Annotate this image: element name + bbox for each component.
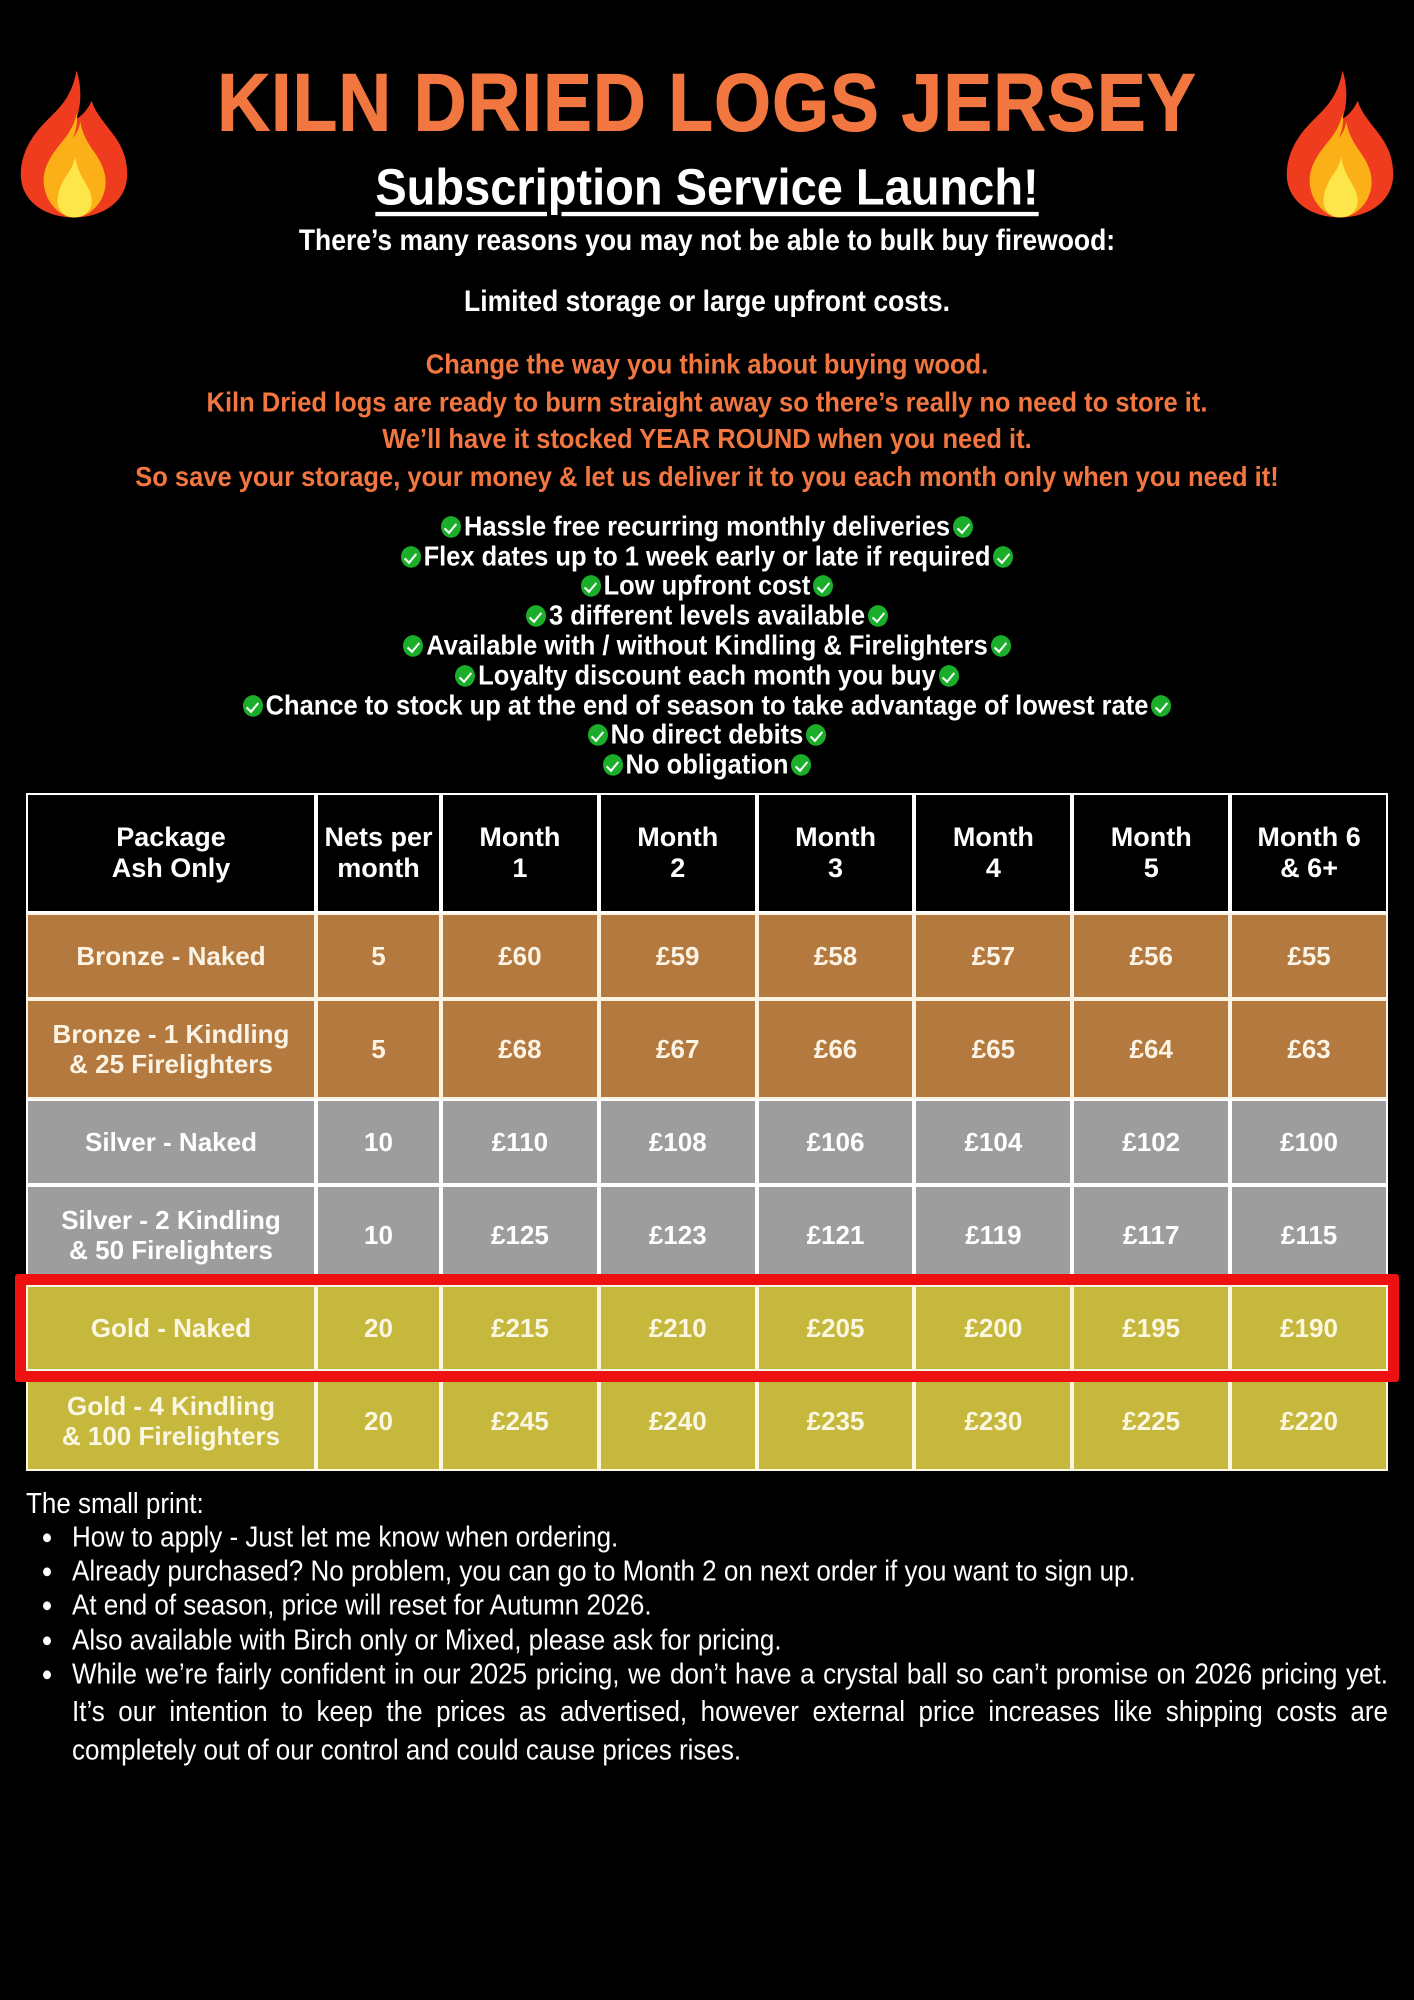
intro-orange-block [0, 346, 1414, 496]
table-head [26, 793, 1388, 913]
feature-item [0, 541, 1414, 573]
cell-price-month-1: £60 [441, 913, 599, 999]
small-print-list [66, 1518, 1388, 1766]
feature-label: 3 different levels available [548, 600, 866, 632]
feature-item [0, 661, 1414, 693]
cell-price-month-1: £245 [441, 1371, 599, 1471]
column-header-month-4: Month 4 [914, 793, 1072, 913]
cell-nets-per-month: 5 [316, 999, 441, 1099]
feature-label: Chance to stock up at the end of season to take advantage of lowest rate [265, 690, 1149, 721]
package-name-line: Bronze - 1 Kindling [52, 1018, 290, 1049]
package-name-line: & 50 Firelighters [69, 1235, 273, 1266]
check-icon [455, 665, 475, 687]
page-title: KILN DRIED LOGS JERSEY [217, 57, 1197, 149]
package-name-line: Silver - 2 Kindling [61, 1204, 281, 1235]
check-icon [991, 635, 1011, 657]
check-icon [243, 695, 263, 717]
cell-price-month-2: £67 [599, 999, 757, 1099]
check-icon [953, 516, 973, 538]
poster-header [0, 0, 1414, 216]
check-icon [806, 725, 826, 747]
table-row [26, 999, 1388, 1099]
cell-price-month-4: £230 [914, 1371, 1072, 1471]
column-header-month-1: Month 1 [441, 793, 599, 913]
feature-label: Available with / without Kindling & Firelighters [426, 630, 988, 662]
feature-item [0, 750, 1414, 782]
check-icon [603, 754, 623, 776]
cell-price-month-5: £195 [1072, 1285, 1230, 1371]
small-print-item: • Already purchased? No problem, you can go to Month 2 on next order if you want to sign up. [66, 1552, 1388, 1590]
cell-price-month-1: £125 [441, 1185, 599, 1285]
check-icon [401, 546, 421, 568]
cell-price-month-2: £240 [599, 1371, 757, 1471]
feature-item [0, 571, 1414, 603]
feature-label: Hassle free recurring monthly deliveries [463, 511, 951, 542]
intro-orange-line: Kiln Dried logs are ready to burn straight away so there’s really no need to store it. [206, 387, 1208, 418]
cell-package-name [26, 1371, 316, 1471]
package-name-line: Gold - Naked [90, 1313, 252, 1344]
cell-price-month-3: £66 [757, 999, 915, 1099]
feature-item [0, 631, 1414, 663]
table-body [26, 913, 1388, 1471]
cell-price-month-1: £215 [441, 1285, 599, 1371]
cell-price-month-6: £100 [1230, 1099, 1388, 1185]
package-name-line: & 100 Firelighters [61, 1421, 281, 1452]
check-icon [581, 575, 601, 597]
cell-price-month-2: £210 [599, 1285, 757, 1371]
column-header-month-3: Month 3 [757, 793, 915, 913]
feature-label: Flex dates up to 1 week early or late if required [423, 541, 991, 572]
column-header-month-6: Month 6 & 6+ [1230, 793, 1388, 913]
page-subtitle: Subscription Service Launch! [375, 157, 1039, 216]
cell-price-month-4: £65 [914, 999, 1072, 1099]
cell-price-month-5: £102 [1072, 1099, 1230, 1185]
feature-item [0, 511, 1414, 543]
cell-price-month-6: £220 [1230, 1371, 1388, 1471]
intro-orange-line: We’ll have it stocked YEAR ROUND when you need it. [382, 424, 1032, 455]
cell-price-month-3: £235 [757, 1371, 915, 1471]
cell-price-month-2: £108 [599, 1099, 757, 1185]
cell-price-month-5: £56 [1072, 913, 1230, 999]
feature-item [0, 601, 1414, 633]
cell-nets-per-month: 5 [316, 913, 441, 999]
small-print-item: • While we’re fairly confident in our 2025 pricing, we don’t have a crystal ball so can’t promise on 2026 pricing yet. It’s our intention to keep the prices as advertised, however external price increases like shipping costs are completely out of our control and could cause prices rises. [66, 1655, 1388, 1768]
cell-price-month-6: £190 [1230, 1285, 1388, 1371]
table-row [26, 913, 1388, 999]
cell-nets-per-month: 10 [316, 1099, 441, 1185]
cell-price-month-4: £104 [914, 1099, 1072, 1185]
intro-block [0, 223, 1414, 493]
cell-price-month-4: £200 [914, 1285, 1072, 1371]
table-row [26, 1185, 1388, 1285]
intro-line-2: Limited storage or large upfront costs. [464, 283, 950, 317]
cell-price-month-2: £59 [599, 913, 757, 999]
package-name-line: Gold - 4 Kindling [67, 1390, 275, 1421]
cell-price-month-4: £57 [914, 913, 1072, 999]
intro-orange-line: Change the way you think about buying wood. [425, 349, 989, 380]
cell-nets-per-month: 20 [316, 1285, 441, 1371]
package-name-line: Silver - Naked [85, 1127, 257, 1158]
cell-price-month-2: £123 [599, 1185, 757, 1285]
pricing-table-wrapper [26, 793, 1388, 1471]
check-icon [993, 546, 1013, 568]
features-list [0, 513, 1414, 781]
feature-item [0, 720, 1414, 752]
check-icon [791, 754, 811, 776]
small-print-section [26, 1486, 1388, 1766]
column-header-month-2: Month 2 [599, 793, 757, 913]
table-row [26, 1099, 1388, 1185]
table-row [26, 1285, 1388, 1371]
check-icon [813, 575, 833, 597]
cell-package-name [26, 1285, 316, 1371]
table-row [26, 1371, 1388, 1471]
feature-label: Loyalty discount each month you buy [478, 660, 936, 691]
column-header-nets: Nets per month [316, 793, 441, 913]
cell-price-month-1: £68 [441, 999, 599, 1099]
cell-price-month-5: £117 [1072, 1185, 1230, 1285]
cell-price-month-5: £225 [1072, 1371, 1230, 1471]
cell-price-month-3: £205 [757, 1285, 915, 1371]
intro-line-1: There’s many reasons you may not be able to bulk buy firewood: [298, 223, 1116, 257]
feature-label: Low upfront cost [603, 571, 811, 602]
check-icon [441, 516, 461, 538]
package-name-line: & 25 Firelighters [69, 1049, 273, 1080]
cell-package-name [26, 1099, 316, 1185]
cell-price-month-6: £63 [1230, 999, 1388, 1099]
cell-price-month-4: £119 [914, 1185, 1072, 1285]
cell-nets-per-month: 10 [316, 1185, 441, 1285]
cell-price-month-6: £55 [1230, 913, 1388, 999]
check-icon [868, 605, 888, 627]
cell-nets-per-month: 20 [316, 1371, 441, 1471]
check-icon [1151, 695, 1171, 717]
feature-item [0, 690, 1414, 722]
package-name-line: Bronze - Naked [76, 941, 266, 972]
feature-label: No direct debits [610, 720, 804, 751]
cell-package-name [26, 1185, 316, 1285]
intro-orange-line: So save your storage, your money & let us deliver it to you each month only when you need it! [135, 462, 1279, 493]
cell-price-month-3: £106 [757, 1099, 915, 1185]
check-icon [939, 665, 959, 687]
check-icon [403, 635, 423, 657]
small-print-item: • How to apply - Just let me know when ordering. [66, 1518, 1388, 1556]
cell-price-month-6: £115 [1230, 1185, 1388, 1285]
feature-label: No obligation [625, 750, 789, 781]
cell-price-month-5: £64 [1072, 999, 1230, 1099]
small-print-item: • Also available with Birch only or Mixed, please ask for pricing. [66, 1621, 1388, 1659]
table-header-row [26, 793, 1388, 913]
small-print-item: • At end of season, price will reset for Autumn 2026. [66, 1586, 1388, 1624]
cell-price-month-1: £110 [441, 1099, 599, 1185]
cell-price-month-3: £121 [757, 1185, 915, 1285]
column-header-package: Package Ash Only [26, 793, 316, 913]
check-icon [526, 605, 546, 627]
cell-price-month-3: £58 [757, 913, 915, 999]
small-print-title: The small print: [26, 1486, 204, 1520]
check-icon [588, 725, 608, 747]
pricing-table [26, 793, 1388, 1471]
cell-package-name [26, 999, 316, 1099]
column-header-month-5: Month 5 [1072, 793, 1230, 913]
cell-package-name [26, 913, 316, 999]
